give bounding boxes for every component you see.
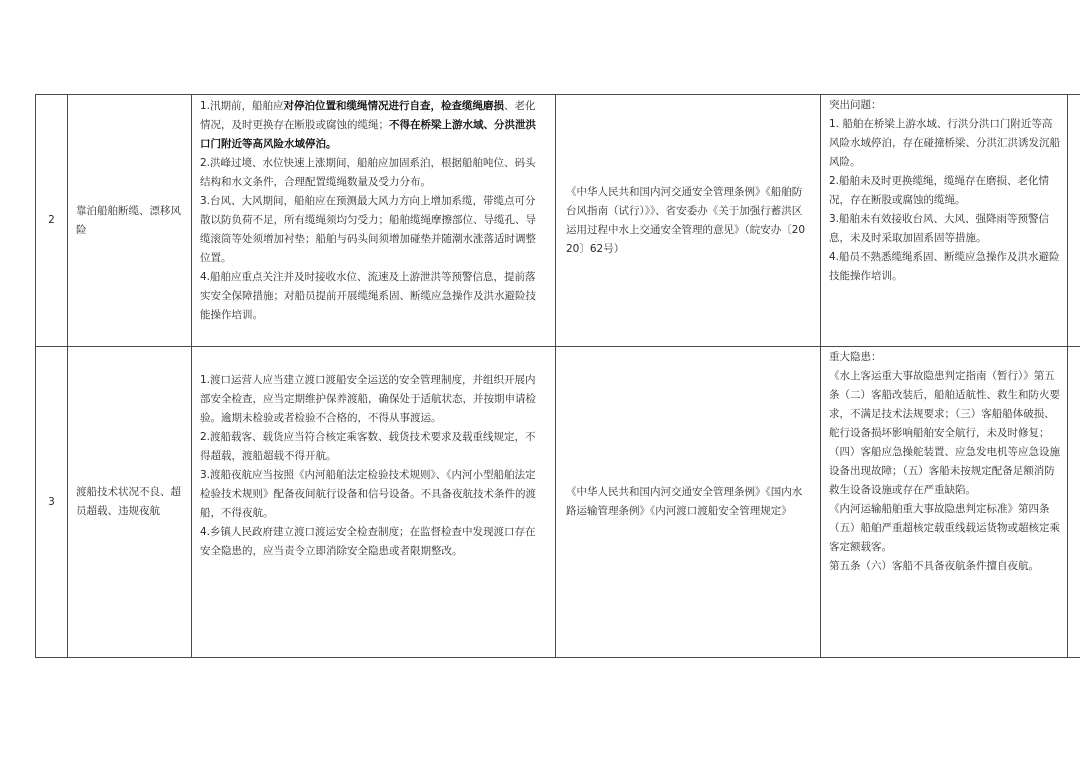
measure-item-1-middle: 、老化情况，及时更换存在断股或腐蚀的缆绳； [200,100,536,131]
table-row [36,95,1080,347]
measure-item-2: 2.洪峰过境、水位快速上涨期间，船舶应加固系泊，根据船舶吨位、码头结构和水文条件，合理配置缆绳数量及受力分布。 [200,157,536,188]
issues-cell [821,95,1068,347]
measure-item-1 [200,97,546,154]
measure-item-1-bold-b: 不得在桥梁上游水域、分洪泄洪口门附近等高风险水域停泊。 [200,119,536,150]
issue-item-2: 《内河运输船舶重大事故隐患判定标准》第四条（五）船舶严重超核定载重线载运货物或超核定乘客定额载客。 [829,503,1060,553]
risk-type-cell [68,347,192,658]
issue-item-2: 2.船舶未及时更换缆绳，缆绳存在磨损、老化情况，存在断股或腐蚀的缆绳。 [829,175,1050,206]
legal-basis-cell [556,95,821,347]
control-measures-cell [192,347,556,658]
issue-item-4: 4.船员不熟悉缆绳系固、断缆应急操作及洪水避险技能操作培训。 [829,251,1060,282]
legal-basis-cell [556,347,821,658]
measure-item-1: 1.渡口运营人应当建立渡口渡船安全运送的安全管理制度，并组织开展内部安全检查，应当定期维护保养渡船，确保处于适航状态，并按期申请检验。逾期未检验或者检验不合格的，不得从事渡运。 [200,374,536,424]
issue-heading: 突出问题： [829,99,882,111]
legal-basis-text: 《中华人民共和国内河交通安全管理条例》《国内水路运输管理条例》《内河渡口渡船安全管理规定》 [566,486,803,517]
measure-item-1-bold-a: 对停泊位置和缆绳情况进行自查，检查缆绳磨损 [283,100,505,112]
remarks-cell [1068,95,1080,347]
issue-heading: 重大隐患： [829,351,882,363]
row-number: 3 [48,495,55,508]
row-number-cell [36,347,68,658]
issue-item-1: 1. 船舶在桥梁上游水域、行洪分洪口门附近等高风险水域停泊，存在碰撞桥梁、分洪汇洪诱发沉船风险。 [829,118,1060,168]
legal-basis-text: 《中华人民共和国内河交通安全管理条例》《船舶防台风指南（试行）》》、省安委办《关于加强行蓄洪区运用过程中水上交通安全管理的意见》（皖安办〔2020〕62号） [566,185,806,255]
risk-type-text: 渡船技术状况不良、超员超载、违规夜航 [76,486,181,517]
measure-item-4: 4.乡镇人民政府建立渡口渡运安全检查制度；在监督检查中发现渡口存在安全隐患的，应当责令立即消除安全隐患或者限期整改。 [200,526,536,557]
regulation-table-page [35,94,1060,658]
risk-type-cell [68,95,192,347]
issue-item-1: 《水上客运重大事故隐患判定指南（暂行）》第五条（二）客船改装后，船舶适航性、救生和防火要求，不满足技术法规要求；（三）客船船体破损、舵行设备损坏影响船舶安全航行，未及时修复；（四）客船应急操舵装置、应急发电机等应急设施设备出现故障；（五）客船未按规定配备足额消防救生设备设施或存在严重缺陷。 [829,370,1060,496]
risk-type-text: 靠泊船舶断缆、漂移风险 [76,204,181,236]
row-number: 2 [48,214,55,226]
measure-item-2: 2.渡船载客、载货应当符合核定乘客数、载货技术要求及载重线规定，不得超载，渡船超载不得开航。 [200,431,536,462]
issue-item-3: 3.船舶未有效接收台风、大风、强降雨等预警信息，未及时采取加固系固等措施。 [829,213,1050,244]
risk-control-table [35,94,1080,658]
measure-item-4: 4.船舶应重点关注并及时接收水位、流速及上游泄洪等预警信息，提前落实安全保障措施；对船员提前开展缆绳系固、断缆应急操作及洪水避险技能操作培训。 [200,271,536,321]
measure-item-1-prefix: 1.汛期前，船舶应 [200,100,284,112]
issue-item-3: 第五条（六）客船不具备夜航条件擅自夜航。 [829,560,1039,572]
row-number-cell [36,95,68,347]
measure-item-3: 3.台风、大风期间，船舶应在预测最大风力方向上增加系缆，带缆点可分散以防负荷不足，所有缆绳须均匀受力；船舶缆绳摩擦部位、导缆孔、导缆滚筒等处须增加衬垫；船舶与码头间须增加碰垫并随潮水涨落适时调整位置。 [200,195,536,264]
remarks-cell [1068,347,1080,658]
control-measures-cell [192,95,556,347]
measure-item-3: 3.渡船夜航应当按照《内河船舶法定检验技术规则》、《内河小型船舶法定检验技术规则》配备夜间航行设备和信号设备。不具备夜航技术条件的渡船，不得夜航。 [200,469,536,519]
issues-cell [821,347,1068,658]
table-row [36,347,1080,658]
